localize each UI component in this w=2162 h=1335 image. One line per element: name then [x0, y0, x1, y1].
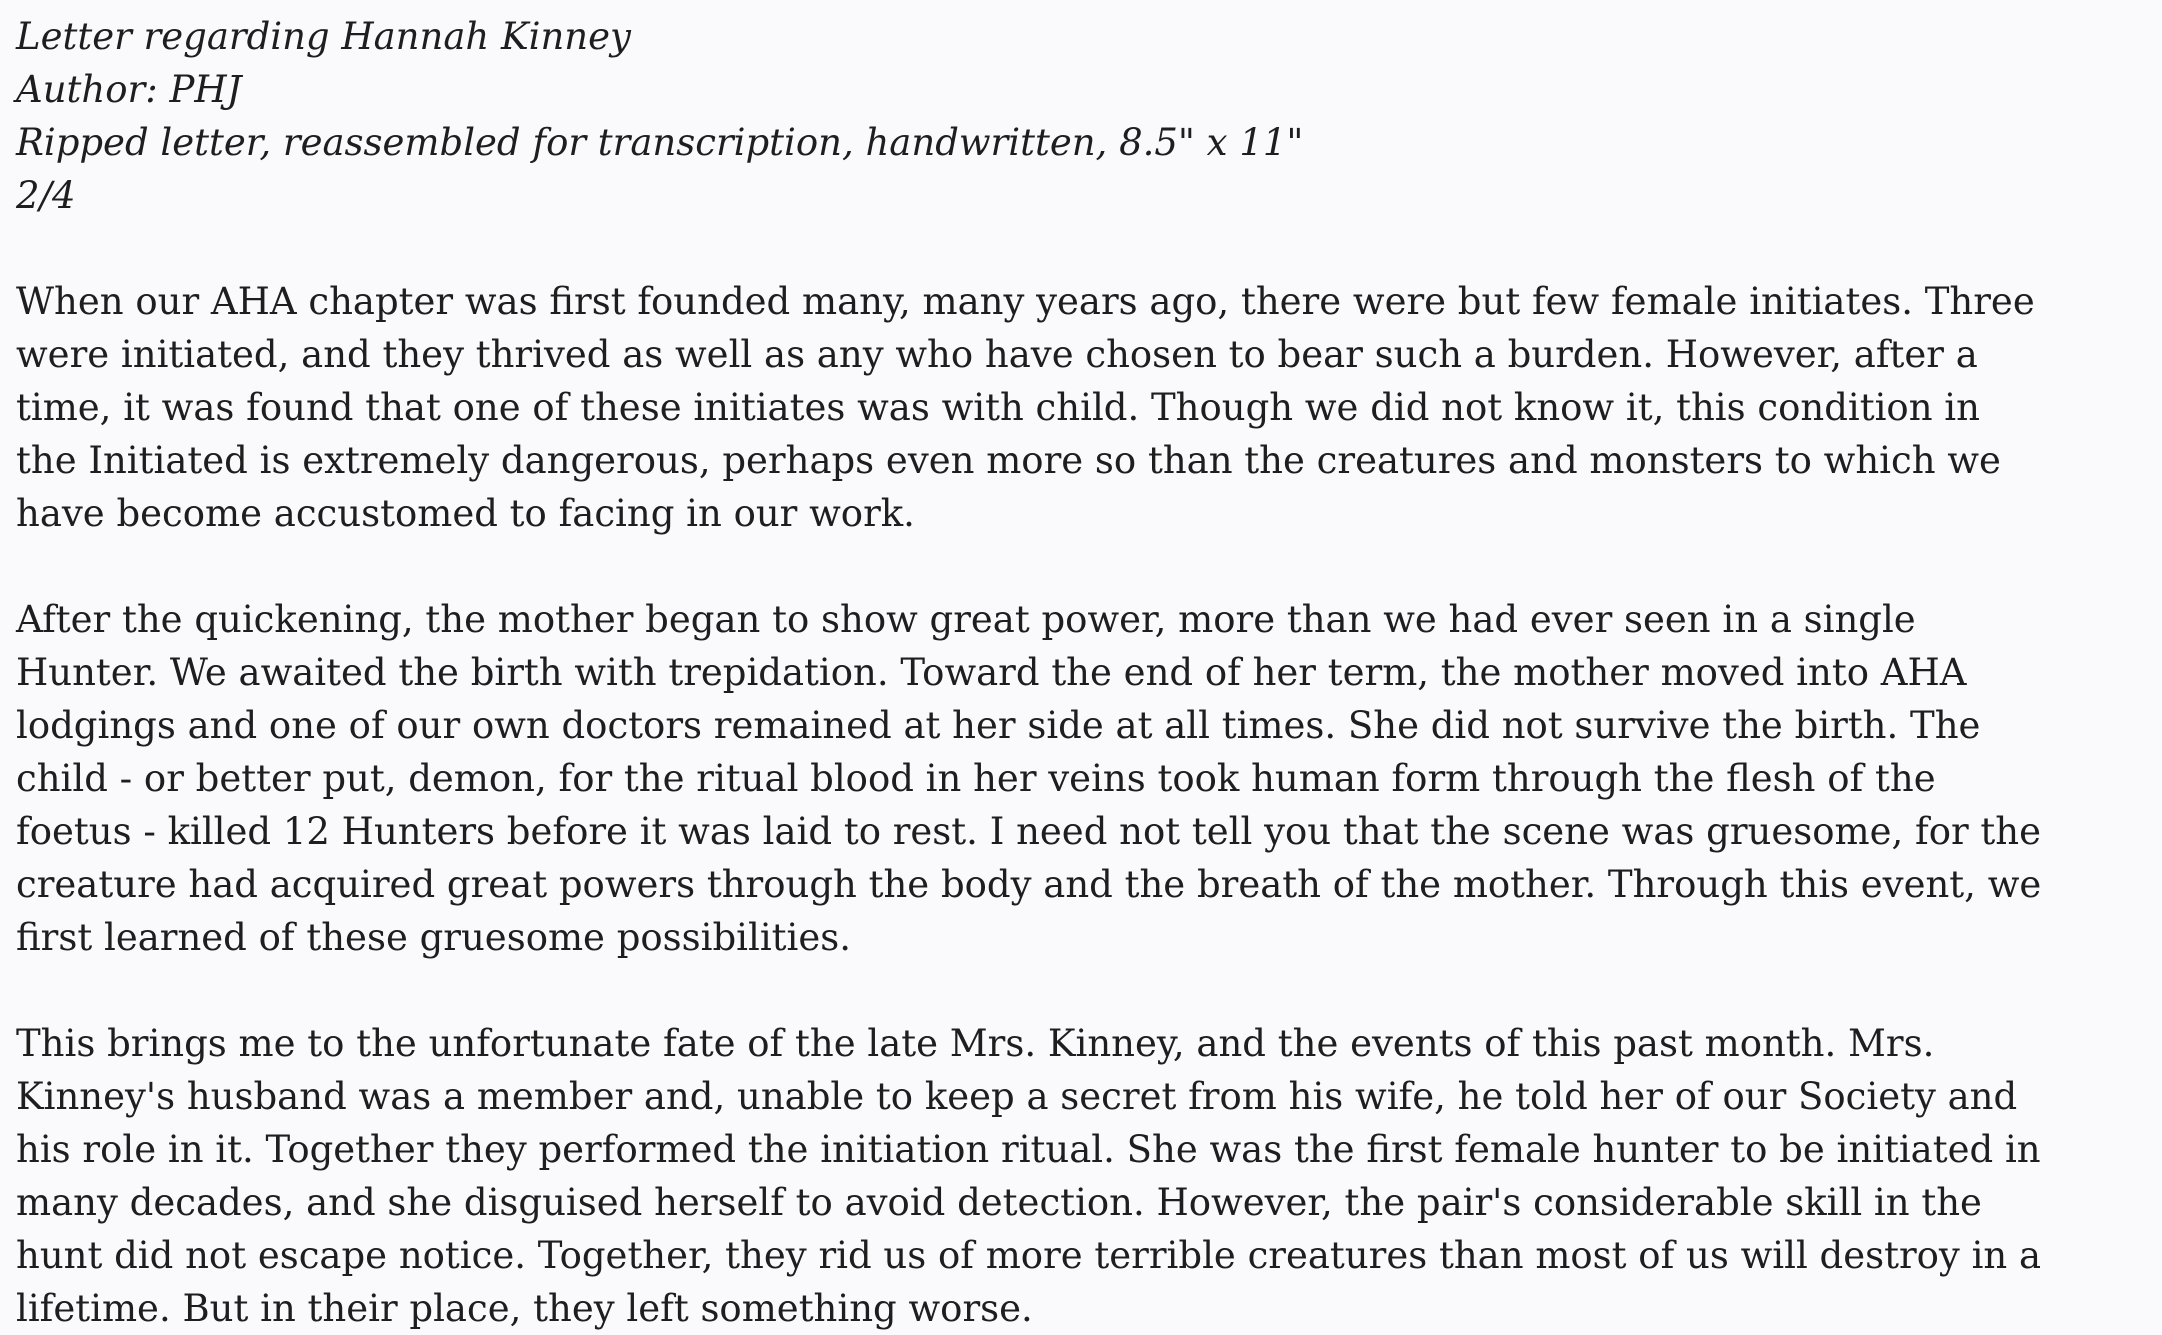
letter-author: Author: PHJ — [16, 68, 242, 111]
page-number: 2/4 — [16, 174, 76, 217]
paragraph-3: This brings me to the unfortunate fate of the late Mrs. Kinney, and the events of this past month. Mrs. Kinney's husband was a member and, unable to keep a secret from his wife, he told her of our Society and his role in it. Together they performed the initiation ritual. She was the first female hunter to be initiated in many decades, and she disguised herself to avoid detection. However, the pair's considerable skill in the hunt did not escape notice. Together, they rid us of more terrible creatures than most of us will destroy in a lifetime. But in their place, they left something worse. — [16, 1022, 2042, 1330]
letter-header — [16, 10, 2146, 222]
paragraph-2: After the quickening, the mother began to show great power, more than we had ever seen in a single Hunter. We awaited the birth with trepidation. Toward the end of her term, the mother moved into AHA lodgings and one of our own doctors remained at her side at all times. She did not survive the birth. The child - or better put, demon, for the ritual blood in her veins took human form through the flesh of the foetus - killed 12 Hunters before it was laid to rest. I need not tell you that the scene was gruesome, for the creature had acquired great powers through the body and the breath of the mother. Through this event, we first learned of these gruesome possibilities. — [16, 598, 2042, 959]
letter-title: Letter regarding Hannah Kinney — [16, 15, 631, 58]
letter-body — [16, 275, 2146, 1335]
letter-description: Ripped letter, reassembled for transcription, handwritten, 8.5" x 11" — [16, 121, 1304, 164]
paragraph-1: When our AHA chapter was first founded many, many years ago, there were but few female initiates. Three were initiated, and they thrived as well as any who have chosen to bear such a burden. However, after a time, it was found that one of these initiates was with child. Though we did not know it, this condition in the Initiated is extremely dangerous, perhaps even more so than the creatures and monsters to which we have become accustomed to facing in our work. — [16, 280, 2035, 535]
